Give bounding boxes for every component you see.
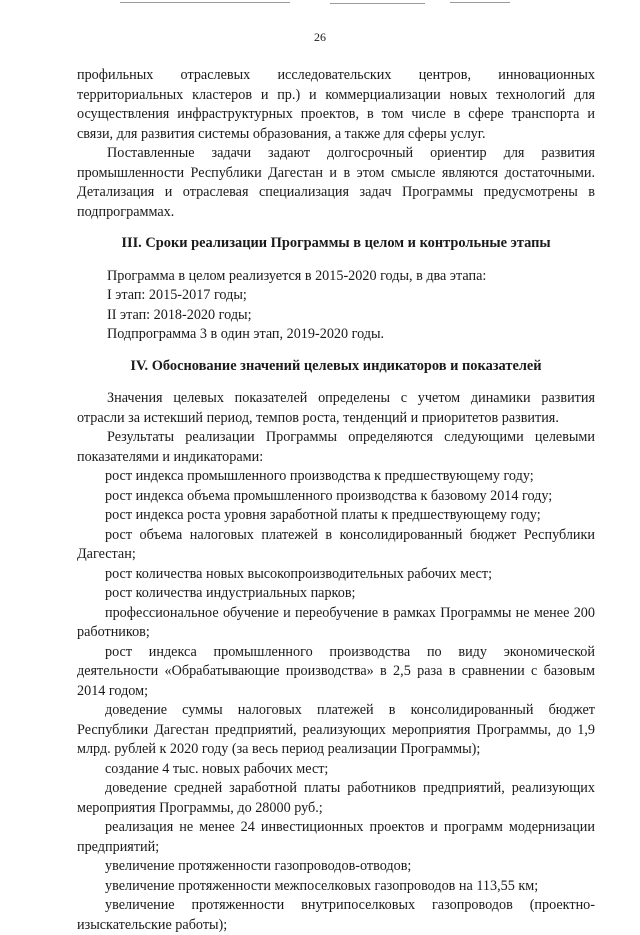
- indicator-item: увеличение протяженности межпоселковых газопроводов на 113,55 км;: [105, 877, 539, 894]
- indicator-item: рост количества новых высокопроизводительных рабочих мест;: [105, 565, 493, 582]
- indicator-item: рост индекса роста уровня заработной платы к предшествующему году;: [105, 507, 541, 523]
- section-4-paragraph: Значения целевых показателей определены с учетом динамики развития отрасли за истекший период, темпов роста, тенденций и приоритетов развития.: [77, 390, 595, 426]
- section-4-heading: IV. Обоснование значений целевых индикаторов и показателей: [130, 357, 542, 374]
- document-body: [77, 66, 595, 935]
- section-3-line: Программа в целом реализуется в 2015-2020 годы, в два этапа:: [107, 267, 487, 284]
- section-3-line: II этап: 2018-2020 годы;: [107, 306, 252, 323]
- indicator-item: реализация не менее 24 инвестиционных проектов и программ модернизации предприятий;: [77, 819, 595, 855]
- section-4-paragraph: Результаты реализации Программы определяются следующими целевыми показателями и индикаторами:: [77, 429, 595, 465]
- section-3-line: I этап: 2015-2017 годы;: [107, 287, 247, 303]
- indicator-item: профессиональное обучение и переобучение в рамках Программы не менее 200 работников;: [77, 604, 595, 640]
- indicator-item: увеличение протяженности внутрипоселковых газопроводов (проектно-изыскательские работы);: [77, 897, 595, 933]
- indicator-item: доведение средней заработной платы работников предприятий, реализующих мероприятия Программы, до 28000 руб.;: [77, 780, 595, 816]
- indicator-item: рост объема налоговых платежей в консолидированный бюджет Республики Дагестан;: [77, 526, 595, 562]
- scan-artifact-line: [450, 2, 510, 3]
- indicator-item: рост индекса промышленного производства к предшествующему году;: [105, 468, 534, 484]
- indicator-item: доведение суммы налоговых платежей в консолидированный бюджет Республики Дагестан предприятий, реализующих мероприятия Программы, до 1,9 млрд. рублей к 2020 году (за весь период реализации Программы);: [77, 702, 595, 757]
- indicator-item: рост индекса промышленного производства по виду экономической деятельности «Обрабатывающие производства» в 2,5 раза в сравнении с базовым 2014 годом;: [77, 643, 595, 699]
- indicator-item: рост количества индустриальных парков;: [105, 585, 356, 601]
- scan-artifact-line: [120, 2, 290, 3]
- paragraph-intro-continued: профильных отраслевых исследовательских центров, инновационных территориальных кластеров и пр.) и коммерциализации новых технологий для осуществления инфраструктурных проектов, в том числе в сфере транспорта и связи, для развития системы образования, а также для сферы услуг.: [77, 67, 595, 142]
- section-3-line: Подпрограмма 3 в один этап, 2019-2020 годы.: [107, 326, 385, 342]
- indicator-item: увеличение протяженности газопроводов-отводов;: [105, 858, 412, 874]
- section-3-heading: III. Сроки реализации Программы в целом и контрольные этапы: [121, 235, 551, 251]
- indicator-item: рост индекса объема промышленного производства к базовому 2014 году;: [105, 487, 553, 504]
- page-number: 26: [314, 30, 326, 44]
- indicator-item: создание 4 тыс. новых рабочих мест;: [105, 760, 329, 777]
- paragraph-tasks-statement: Поставленные задачи задают долгосрочный ориентир для развития промышленности Республики Дагестан и в этом смысле являются достаточными. Детализация и отраслевая специализация задач Программы предусмотрены в подпрограммах.: [77, 145, 595, 220]
- scan-artifact-line: [330, 3, 425, 4]
